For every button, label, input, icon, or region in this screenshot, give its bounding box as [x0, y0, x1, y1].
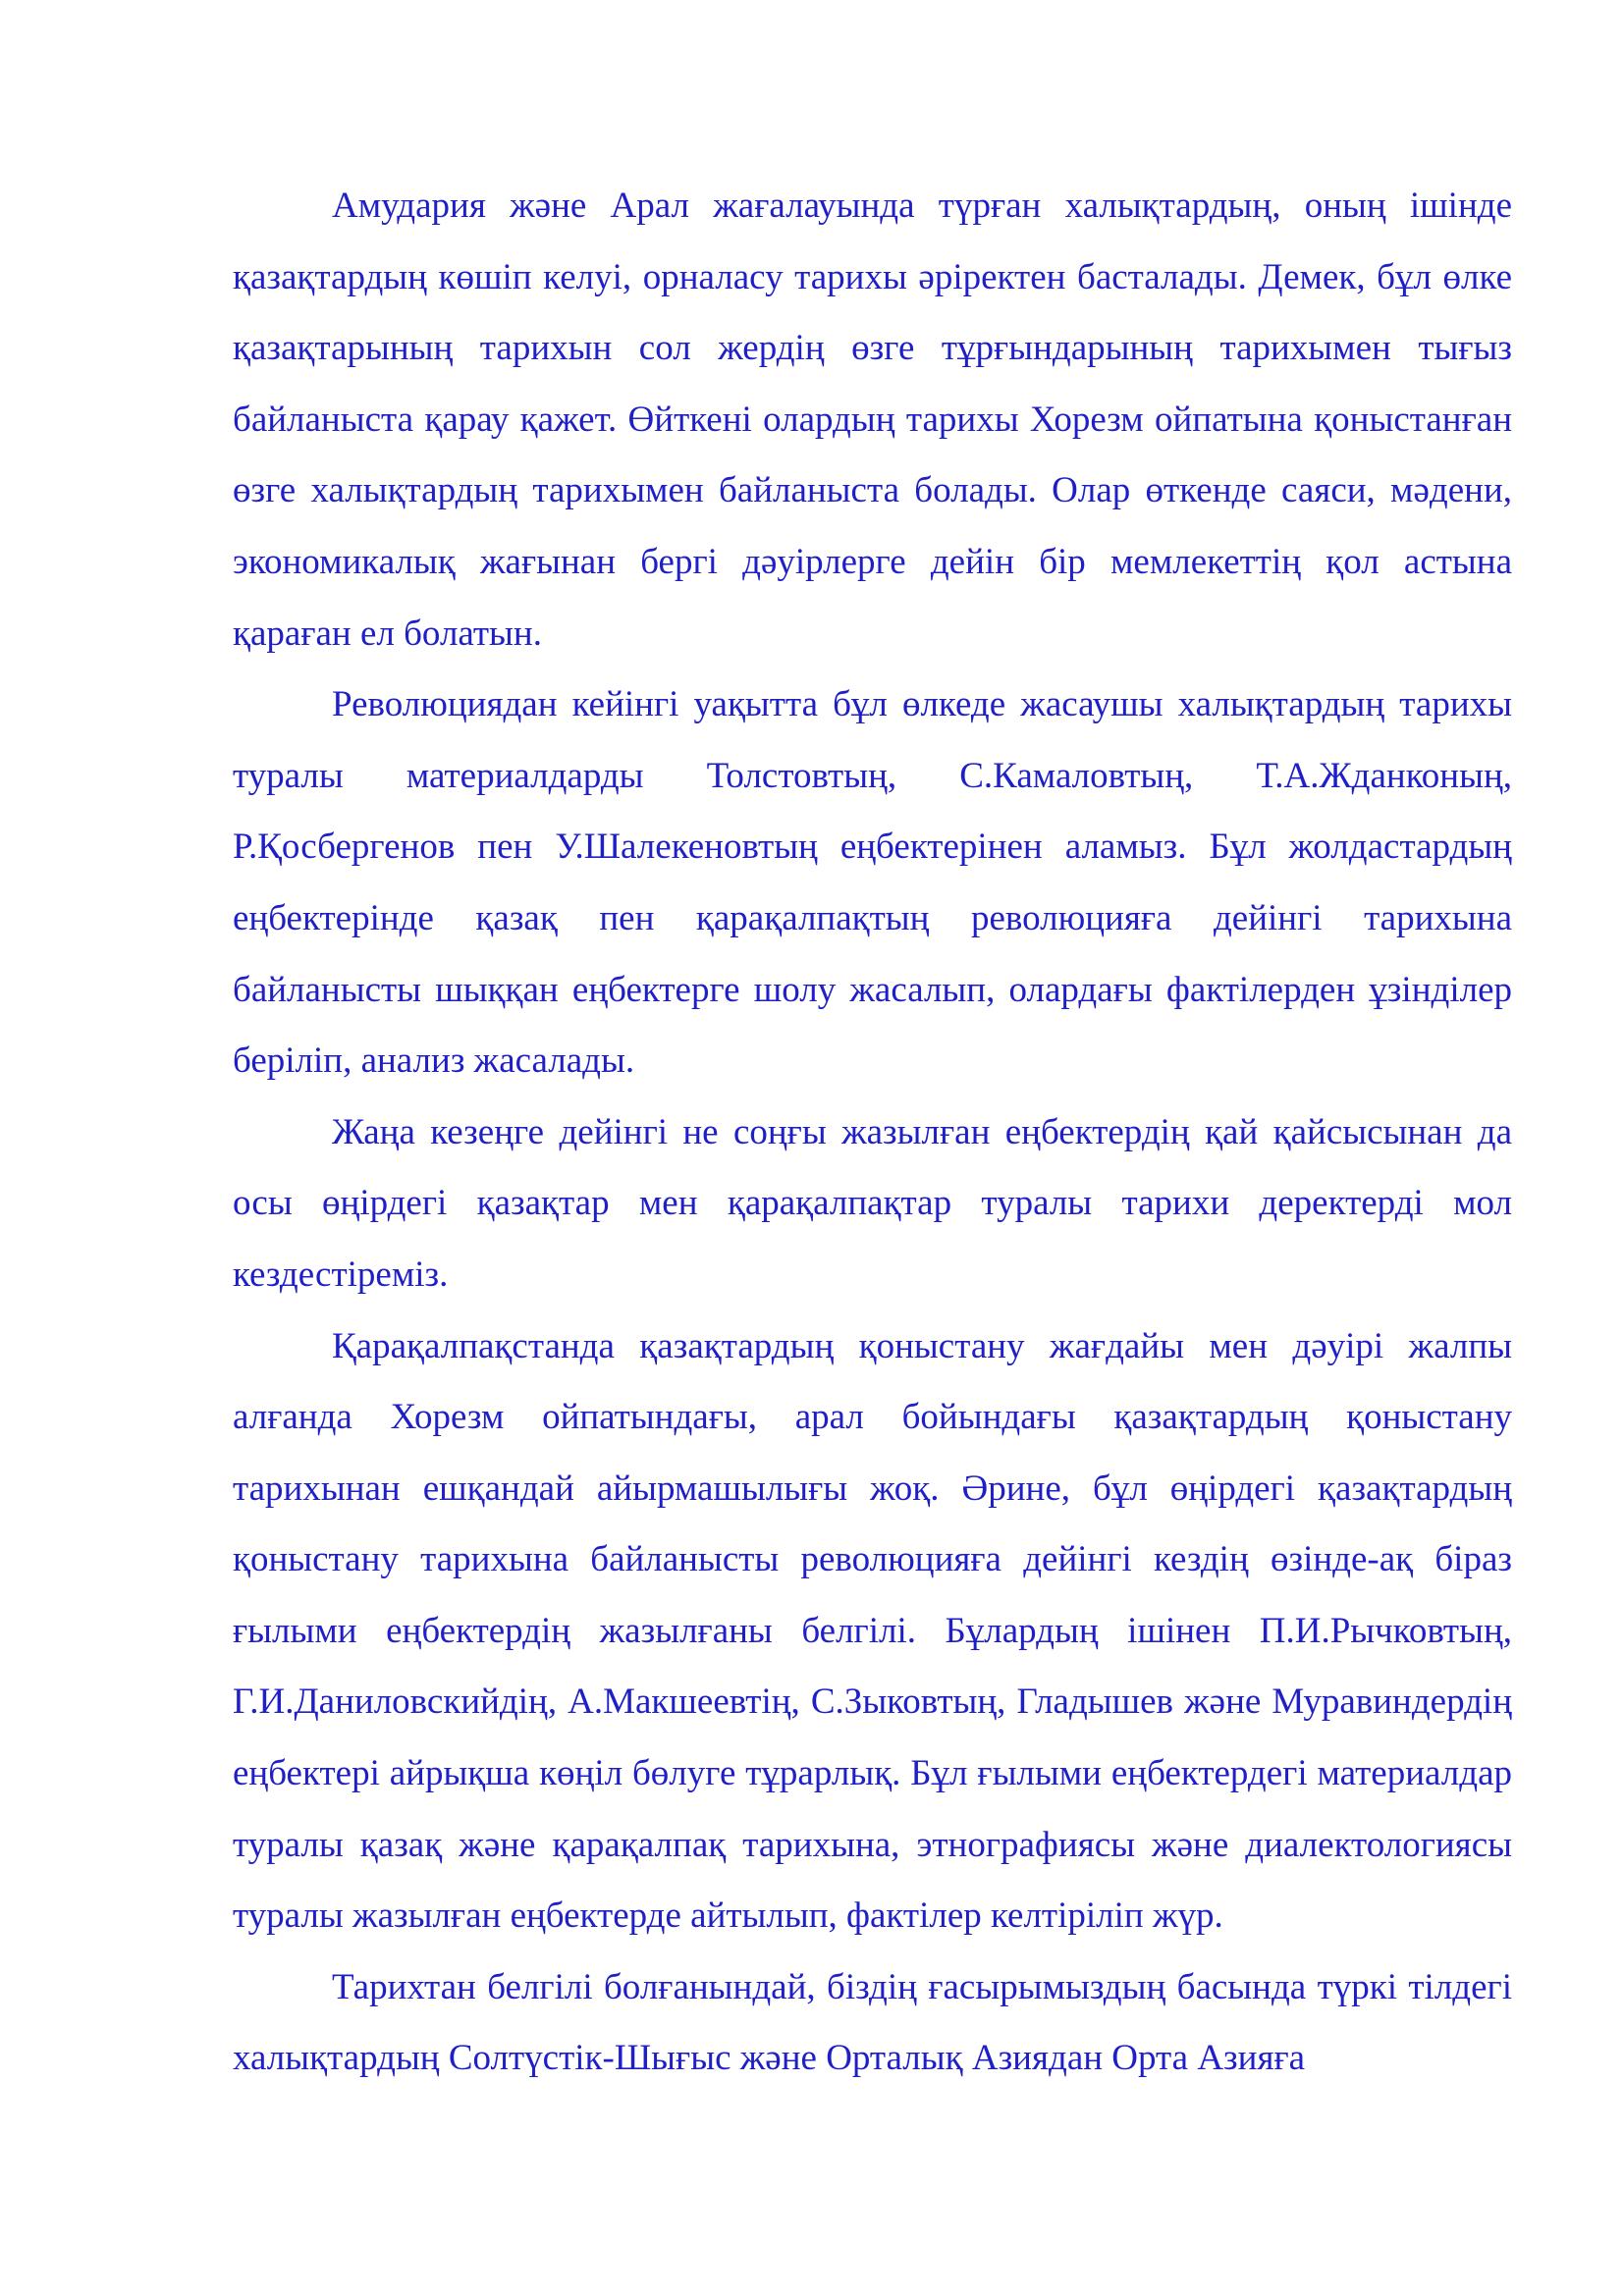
paragraph-3: Жаңа кезеңге дейінгі не соңғы жазылған еңбектердің қай қайсысынан да осы өңірдегі қазақтар мен қарақалпақтар туралы тарихи деректерді мол кездестіреміз.: [233, 1111, 1512, 1295]
paragraph-5: Тарихтан белгілі болғанындай, біздің ғасырымыздың басында түркі тілдегі халықтардың Солтүстік-Шығыс және Орталық Азиядан Орта Азияға: [233, 1966, 1512, 2079]
paragraph-2: Революциядан кейінгі уақытта бұл өлкеде жасаушы халықтардың тарихы туралы материалдарды Толстовтың, С.Камаловтың, Т.А.Жданконың, Р.Қосбергенов пен У.Шалекеновтың еңбектерінен аламыз. Бұл жолдастардың еңбектерінде қазақ пен қарақалпақтың революцияға дейінгі тарихына байланысты шыққан еңбектерге шолу жасалып, олардағы фактілерден ұзінділер беріліп, анализ жасалады.: [233, 684, 1512, 1082]
paragraph-4: Қарақалпақстанда қазақтардың қоныстану жағдайы мен дәуірі жалпы алғанда Хорезм ойпатындағы, арал бойындағы қазақтардың қоныстану тарихынан ешқандай айырмашылығы жоқ. Әрине, бұл өңірдегі қазақтардың қоныстану тарихына байланысты революцияға дейінгі кездің өзінде-ақ біраз ғылыми еңбектердің жазылғаны белгілі. Бұлардың ішінен П.И.Рычковтың, Г.И.Даниловскийдің, А.Макшеевтің, С.Зыковтың, Гладышев және Муравиндердің еңбектері айрықша көңіл бөлуге тұрарлық. Бұл ғылыми еңбектердегі материалдар туралы қазақ және қарақалпақ тарихына, этнографиясы және диалектологиясы туралы жазылған еңбектерде айтылып, фактілер келтіріліп жүр.: [233, 1325, 1512, 1937]
paragraph-1: Амудария және Арал жағалауында түрған халықтардың, оның ішінде қазақтардың көшіп келуі, орналасу тарихы әріректен басталады. Демек, бұл өлке қазақтарының тарихын сол жердің өзге тұрғындарының тарихымен тығыз байланыста қарау қажет. Өйткені олардың тарихы Хорезм ойпатына қоныстанған өзге халықтардың тарихымен байланыста болады. Олар өткенде саяси, мәдени, экономикалық жағынан бергі дәуірлерге дейін бір мемлекеттің қол астына қараған ел болатын.: [233, 186, 1512, 654]
document-body: [233, 171, 1512, 2095]
